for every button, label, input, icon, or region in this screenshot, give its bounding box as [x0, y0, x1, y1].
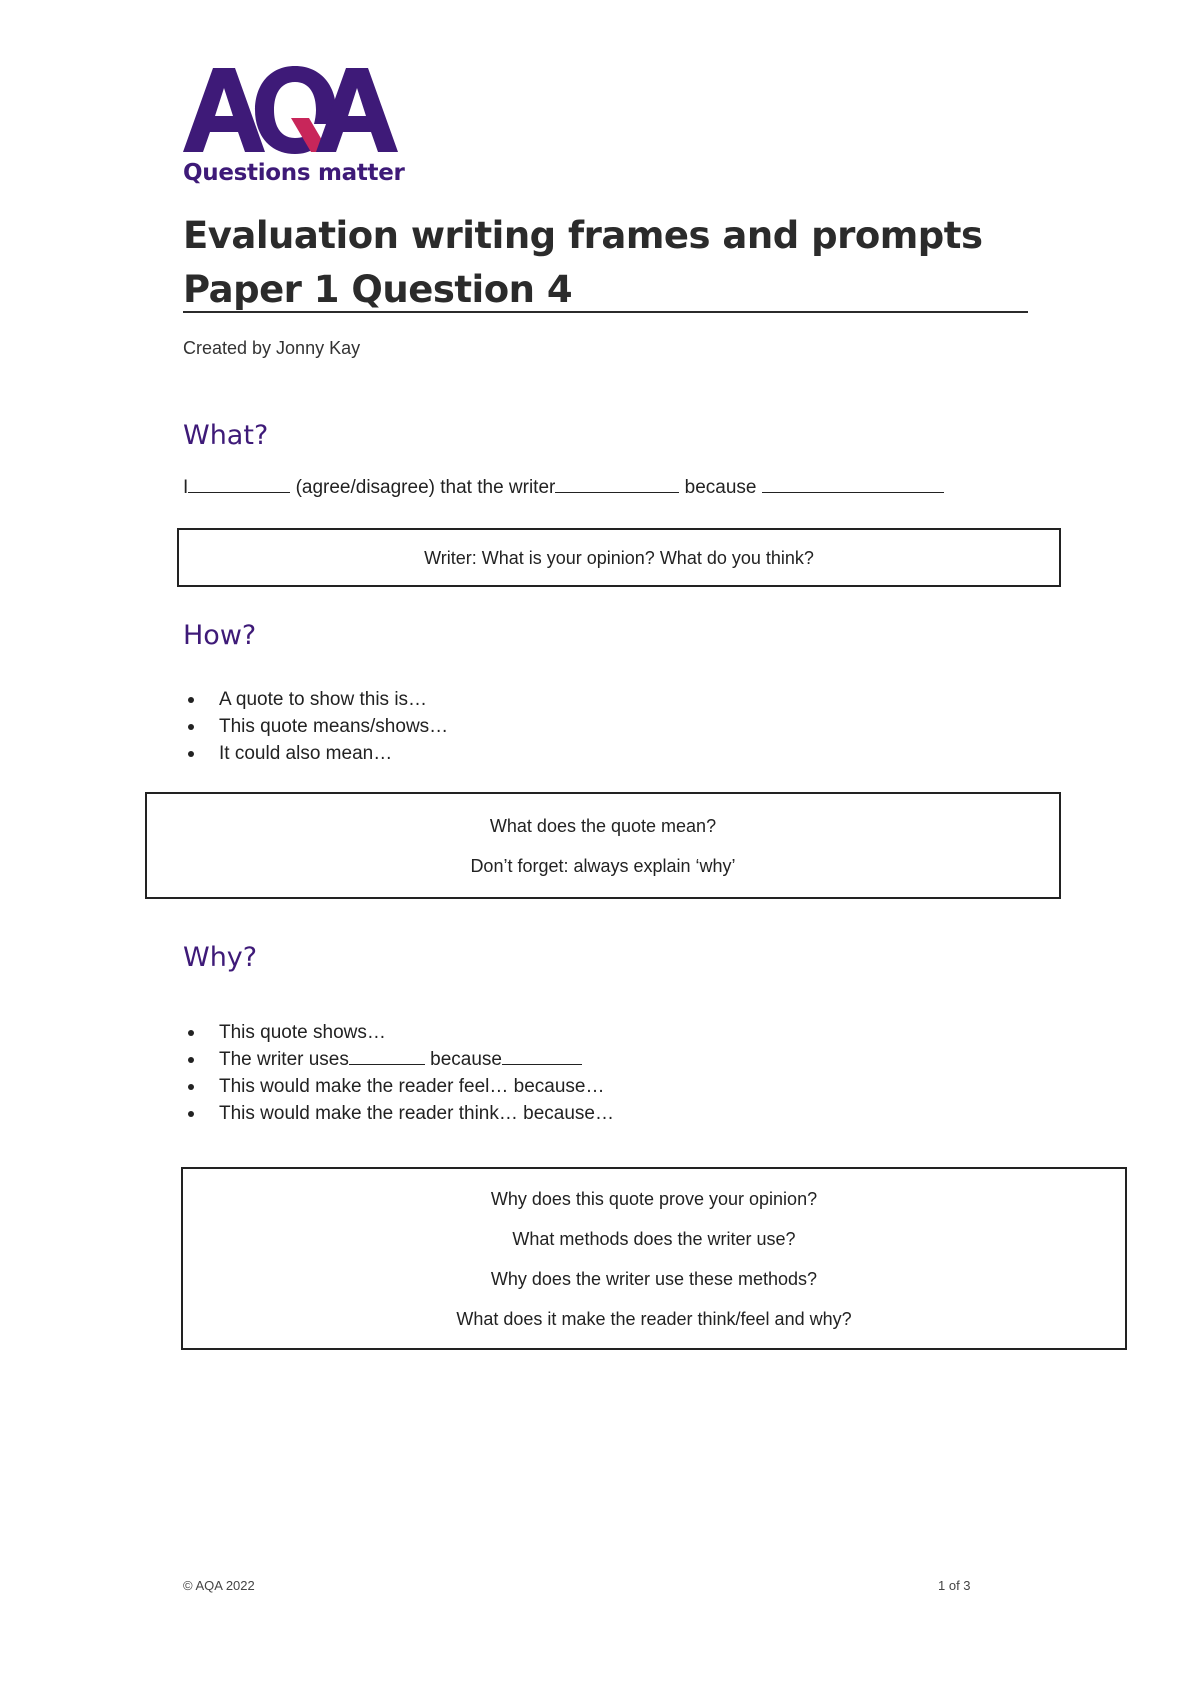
document-title: Evaluation writing frames and prompts: [183, 214, 983, 257]
list-item: This quote means/shows…: [183, 713, 448, 740]
aqa-logo-mark: [183, 62, 398, 158]
blank-line: [502, 1046, 582, 1065]
prompt-text: Why does the writer use these methods?: [490, 1268, 818, 1289]
list-item: This quote shows…: [183, 1019, 614, 1046]
blank-line: [188, 474, 290, 493]
how-bullet-list: [183, 686, 448, 767]
frame-text-2: (agree/disagree) that the writer: [295, 477, 556, 498]
prompt-text: What methods does the writer use?: [512, 1228, 796, 1249]
blank-line: [762, 474, 944, 493]
document-subtitle: Paper 1 Question 4: [183, 268, 573, 311]
prompt-text: Why does this quote prove your opinion?: [490, 1188, 818, 1209]
list-item: A quote to show this is…: [183, 686, 448, 713]
blank-line: [555, 474, 679, 493]
what-sentence-frame: [183, 474, 944, 499]
list-item: This would make the reader feel… because…: [183, 1073, 614, 1100]
how-prompt-box: [145, 792, 1061, 899]
list-item: The writer uses because: [183, 1046, 614, 1073]
footer-page-number: 1 of 3: [938, 1578, 971, 1593]
aqa-logo: [183, 62, 405, 192]
what-heading: What?: [183, 420, 269, 451]
why-bullet-list: [183, 1019, 614, 1127]
how-heading: How?: [183, 620, 257, 651]
why-heading: Why?: [183, 942, 258, 973]
author-credit: Created by Jonny Kay: [183, 338, 361, 358]
what-prompt-box: [177, 528, 1061, 587]
list-item: This would make the reader think… because…: [183, 1100, 614, 1127]
prompt-text: Writer: What is your opinion? What do you think?: [424, 547, 814, 568]
frame-text-3: because: [684, 477, 757, 498]
logo-tagline: Questions matter: [183, 160, 405, 186]
blank-line: [349, 1046, 425, 1065]
frame-text-1: I: [183, 477, 189, 498]
footer-copyright: © AQA 2022: [183, 1578, 255, 1593]
title-underline: [183, 311, 1028, 313]
why-prompt-box: [181, 1167, 1127, 1350]
prompt-text: Don’t forget: always explain ‘why’: [470, 855, 736, 876]
prompt-text: What does the quote mean?: [489, 815, 717, 836]
prompt-text: What does it make the reader think/feel and why?: [456, 1308, 852, 1329]
list-item: It could also mean…: [183, 740, 448, 767]
